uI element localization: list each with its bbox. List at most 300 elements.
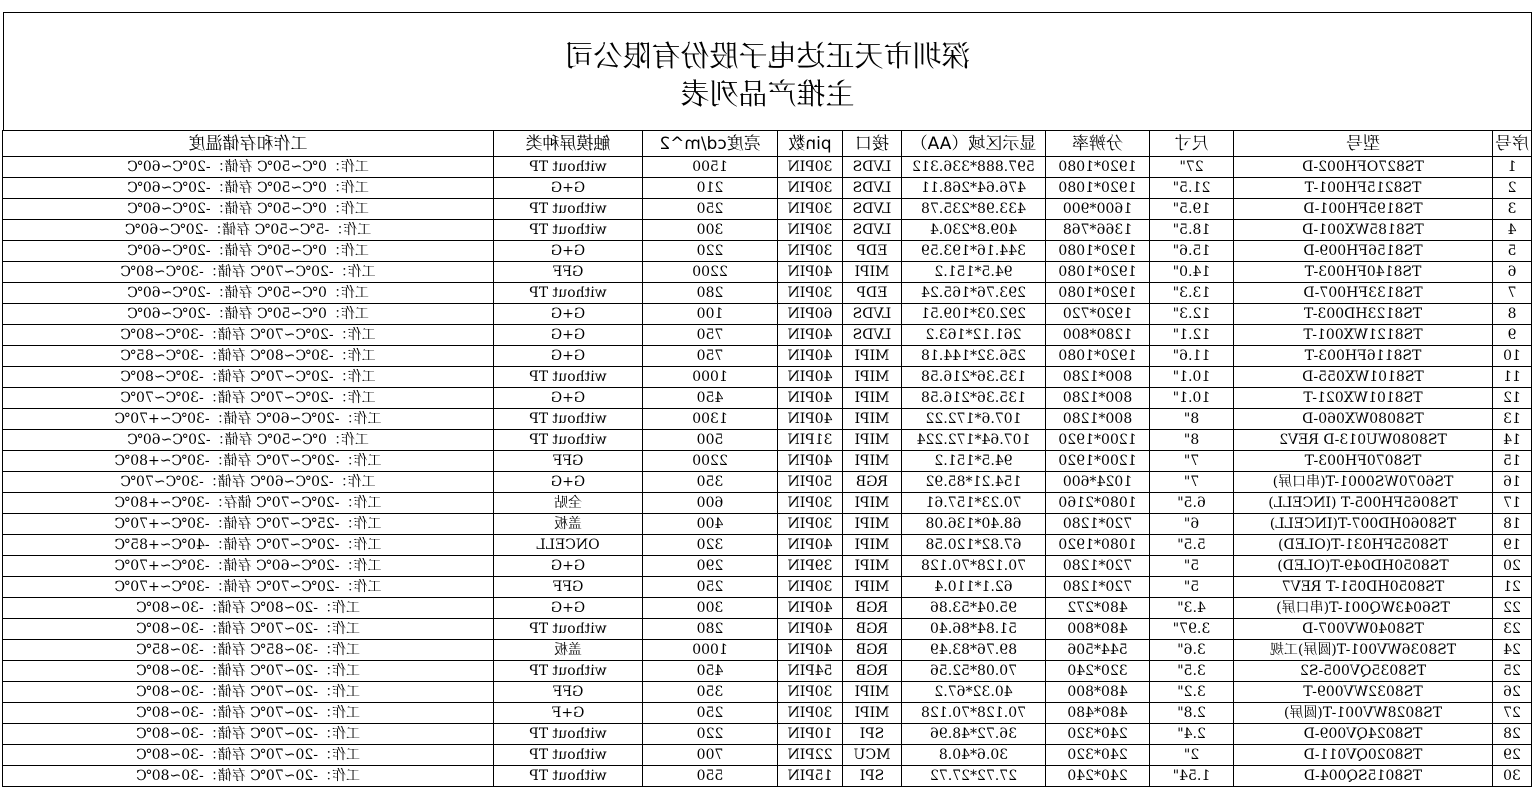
table-cell: MIPI: [843, 409, 902, 430]
table-cell: 盖板: [494, 640, 643, 661]
table-cell: 工作：-20~70℃ 存储：-30~80℃: [3, 619, 494, 640]
table-cell: 280: [643, 619, 778, 640]
table-cell: 100: [643, 304, 778, 325]
table-cell: 40PIN: [778, 451, 843, 472]
table-cell: TS8024QV009-D: [1234, 724, 1493, 745]
table-cell: TS8050HD049-T(OLED): [1234, 556, 1493, 577]
table-cell: 39PIN: [778, 556, 843, 577]
column-header: 显示区域（AA）: [902, 131, 1046, 157]
table-cell: LVDS: [843, 304, 902, 325]
table-cell: TS8050HD051-T REV7: [1234, 577, 1493, 598]
table-cell: 30PIN: [778, 682, 843, 703]
table-cell: 320*240: [1046, 661, 1150, 682]
table-row: [3, 535, 1532, 556]
table-cell: TS8195FH001-D: [1234, 199, 1493, 220]
table-cell: 7": [1150, 472, 1234, 493]
table-cell: MIPI: [843, 682, 902, 703]
table-cell: 22PIN: [778, 745, 843, 766]
table-cell: EDP: [843, 241, 902, 262]
table-cell: 40.32*67.2: [902, 682, 1046, 703]
table-cell: G+G: [494, 472, 643, 493]
table-cell: MIPI: [843, 514, 902, 535]
table-cell: 40PIN: [778, 640, 843, 661]
table-cell: 433.98*235.78: [902, 199, 1046, 220]
table-cell: 工作：-20~70℃ 存储：-30~80℃: [3, 682, 494, 703]
table-row: [3, 619, 1532, 640]
table-cell: TS8036WV001-T(圆屏)工规: [1234, 640, 1493, 661]
table-cell: without TP: [494, 745, 643, 766]
table-cell: 2": [1150, 745, 1234, 766]
table-cell: 40PIN: [778, 409, 843, 430]
table-cell: 12: [1493, 388, 1532, 409]
table-cell: 5: [1493, 241, 1532, 262]
table-cell: G+G: [494, 178, 643, 199]
table-cell: 4.3": [1150, 598, 1234, 619]
table-cell: 6": [1150, 514, 1234, 535]
table-cell: TS8101WX055-D: [1234, 367, 1493, 388]
table-cell: 1.54": [1150, 766, 1234, 787]
table-cell: 3.5": [1150, 661, 1234, 682]
table-cell: 1500: [643, 157, 778, 178]
table-cell: 16: [1493, 472, 1532, 493]
table-cell: TS8028WV001-T(圆屏): [1234, 703, 1493, 724]
table-cell: 240*240: [1046, 766, 1150, 787]
table-cell: 36.72*48.96: [902, 724, 1046, 745]
table-cell: 15PIN: [778, 766, 843, 787]
table-row: [3, 367, 1532, 388]
table-cell: 720*1280: [1046, 556, 1150, 577]
table-row: [3, 388, 1532, 409]
table-row: [3, 514, 1532, 535]
table-cell: GFF: [494, 451, 643, 472]
table-row: [3, 157, 1532, 178]
table-cell: 19.5": [1150, 199, 1234, 220]
table-cell: 19: [1493, 535, 1532, 556]
table-cell: 27: [1493, 703, 1532, 724]
table-cell: 8": [1150, 430, 1234, 451]
table-cell: 40PIN: [778, 346, 843, 367]
table-cell: TS8185WX001-D: [1234, 220, 1493, 241]
table-cell: 工作：0℃~50℃ 存储：-20℃~60℃: [3, 283, 494, 304]
table-cell: 15: [1493, 451, 1532, 472]
table-cell: 51.84*86.40: [902, 619, 1046, 640]
table-cell: 6.5": [1150, 493, 1234, 514]
table-cell: RGB: [843, 472, 902, 493]
table-cell: 全贴: [494, 493, 643, 514]
table-cell: 工作：-30~85℃ 存储：-30~85℃: [3, 640, 494, 661]
table-cell: RGB: [843, 640, 902, 661]
table-cell: 21.5": [1150, 178, 1234, 199]
table-cell: 480*272: [1046, 598, 1150, 619]
table-row: [3, 745, 1532, 766]
table-cell: 750: [643, 346, 778, 367]
table-cell: 工作：-20~70℃ 存储：-30~80℃: [3, 766, 494, 787]
table-cell: TS8116FH003-T: [1234, 346, 1493, 367]
table-cell: MIPI: [843, 577, 902, 598]
table-title: 主推产品列表: [680, 77, 855, 111]
table-cell: 21: [1493, 577, 1532, 598]
table-cell: 409.8*230.4: [902, 220, 1046, 241]
table-cell: 盖板: [494, 514, 643, 535]
table-cell: 220: [643, 724, 778, 745]
table-cell: 800*1280: [1046, 367, 1150, 388]
table-cell: without TP: [494, 409, 643, 430]
table-cell: TS8133FH007-D: [1234, 283, 1493, 304]
table-cell: 7": [1150, 451, 1234, 472]
table-cell: 27.72*27.72: [902, 766, 1046, 787]
table-cell: 30PIN: [778, 199, 843, 220]
table-cell: 89.76*83.49: [902, 640, 1046, 661]
table-cell: 62.1*110.4: [902, 577, 1046, 598]
table-cell: 30PIN: [778, 241, 843, 262]
table-cell: 18.5": [1150, 220, 1234, 241]
table-cell: 50PIN: [778, 472, 843, 493]
table-cell: 40PIN: [778, 535, 843, 556]
table-row: [3, 178, 1532, 199]
table-cell: 30PIN: [778, 577, 843, 598]
table-cell: 10PIN: [778, 724, 843, 745]
table-cell: 工作：-20~80℃ 存储：-30~80℃: [3, 598, 494, 619]
table-cell: 30.6*40.8: [902, 745, 1046, 766]
table-cell: 30: [1493, 766, 1532, 787]
table-cell: 480*480: [1046, 703, 1150, 724]
table-cell: 24: [1493, 640, 1532, 661]
table-cell: TS8070FH003-T: [1234, 451, 1493, 472]
table-cell: 工作：-20℃~70℃ 存储：-30℃~80℃: [3, 325, 494, 346]
table-cell: 280: [643, 283, 778, 304]
table-cell: 1000: [643, 367, 778, 388]
table-cell: 12.3": [1150, 304, 1234, 325]
table-cell: MIPI: [843, 556, 902, 577]
table-cell: 5": [1150, 556, 1234, 577]
table-cell: 工作：-20~70℃ 存储：-30~80℃: [3, 745, 494, 766]
table-cell: 1200*1920: [1046, 451, 1150, 472]
table-cell: without TP: [494, 220, 643, 241]
table-cell: without TP: [494, 661, 643, 682]
table-cell: 1920*1080: [1046, 262, 1150, 283]
table-cell: MIPI: [843, 346, 902, 367]
table-cell: 工作：-20℃~60℃ 存储：-30℃~+70℃: [3, 409, 494, 430]
table-cell: TS8020QV011-D: [1234, 745, 1493, 766]
table-cell: 工作：-20~70℃ 存储：-30~80℃: [3, 724, 494, 745]
table-cell: 工作：-20℃~70℃ 存储：-30℃~80℃: [3, 367, 494, 388]
table-cell: 2: [1493, 178, 1532, 199]
table-row: [3, 241, 1532, 262]
table-row: [3, 472, 1532, 493]
table-cell: 1600*900: [1046, 199, 1150, 220]
table-row: [3, 430, 1532, 451]
table-cell: 工作：-20~70℃ 存储：-30~80℃: [3, 703, 494, 724]
table-cell: 720*1280: [1046, 514, 1150, 535]
table-cell: 11: [1493, 367, 1532, 388]
table-cell: 240*320: [1046, 745, 1150, 766]
table-cell: TS8055FH031-T(OLED): [1234, 535, 1493, 556]
table-cell: MIPI: [843, 430, 902, 451]
table-cell: 9: [1493, 325, 1532, 346]
table-cell: TS8015SQ004-D: [1234, 766, 1493, 787]
table-cell: 30PIN: [778, 703, 843, 724]
table-cell: TS8080WX060-D: [1234, 409, 1493, 430]
table-cell: 720*1280: [1046, 577, 1150, 598]
table-cell: 1280*800: [1046, 325, 1150, 346]
table-cell: without TP: [494, 157, 643, 178]
table-cell: 工作：-25℃~70℃ 存储：-30℃~+70℃: [3, 514, 494, 535]
column-header: 尺寸: [1150, 131, 1234, 157]
table-cell: 28: [1493, 724, 1532, 745]
table-cell: 工作：-20~70℃ 存储：-30~80℃: [3, 661, 494, 682]
table-cell: 10.1": [1150, 388, 1234, 409]
table-cell: 27": [1150, 157, 1234, 178]
table-cell: 40PIN: [778, 367, 843, 388]
table-cell: 1024*600: [1046, 472, 1150, 493]
table-row: [3, 640, 1532, 661]
table-cell: 1920*1080: [1046, 157, 1150, 178]
table-cell: 2200: [643, 451, 778, 472]
table-cell: without TP: [494, 724, 643, 745]
table-cell: 工作：-30℃~80℃ 存储：-30℃~85℃: [3, 346, 494, 367]
table-cell: GFF: [494, 262, 643, 283]
table-cell: 22: [1493, 598, 1532, 619]
table-cell: G+G: [494, 241, 643, 262]
table-cell: 544*506: [1046, 640, 1150, 661]
table-cell: 135.36*216.58: [902, 388, 1046, 409]
table-cell: 工作：-20℃~70℃ 储存：-30℃~+80℃: [3, 493, 494, 514]
table-cell: 67.82*120.58: [902, 535, 1046, 556]
table-cell: 8: [1493, 304, 1532, 325]
table-cell: G+G: [494, 325, 643, 346]
table-cell: 工作：-20℃~70℃ 存储：-30℃~70℃: [3, 388, 494, 409]
table-cell: 30PIN: [778, 157, 843, 178]
table-cell: LVDS: [843, 157, 902, 178]
table-cell: TS8123HD003-T: [1234, 304, 1493, 325]
table-cell: 95.04*53.86: [902, 598, 1046, 619]
table-cell: 1920*1080: [1046, 346, 1150, 367]
table-row: [3, 409, 1532, 430]
table-cell: TS827OFH002-D: [1234, 157, 1493, 178]
table-cell: 13: [1493, 409, 1532, 430]
table-cell: 工作：-20℃~60℃ 存储：-30℃~70℃: [3, 472, 494, 493]
table-cell: without TP: [494, 766, 643, 787]
table-cell: 70.08*52.56: [902, 661, 1046, 682]
table-row: [3, 556, 1532, 577]
table-row: [3, 724, 1532, 745]
table-cell: 12.1": [1150, 325, 1234, 346]
table-cell: TS8215FH001-T: [1234, 178, 1493, 199]
table-cell: 1200*1920: [1046, 430, 1150, 451]
table-cell: MIPI: [843, 367, 902, 388]
table-cell: 2200: [643, 262, 778, 283]
table-cell: 30PIN: [778, 220, 843, 241]
table-cell: 300: [643, 598, 778, 619]
table-cell: G+G: [494, 598, 643, 619]
table-cell: 工作：-20℃~70℃ 存储：-40℃~+85℃: [3, 535, 494, 556]
table-body: [3, 157, 1532, 787]
table-cell: TS6070WS0001-T(串口屏): [1234, 472, 1493, 493]
table-cell: 1080*1920: [1046, 535, 1150, 556]
table-cell: 30PIN: [778, 493, 843, 514]
table-cell: 70.128*70.128: [902, 703, 1046, 724]
table-cell: 1366*768: [1046, 220, 1150, 241]
table-cell: 250: [643, 703, 778, 724]
table-cell: 工作：-5℃~50℃ 存储：-20℃~60℃: [3, 220, 494, 241]
table-cell: TS8035QV005-S2: [1234, 661, 1493, 682]
table-cell: 1920*720: [1046, 304, 1150, 325]
table-cell: 11.6": [1150, 346, 1234, 367]
table-cell: 292.03*109.51: [902, 304, 1046, 325]
column-header: 分辨率: [1046, 131, 1150, 157]
table-cell: 8": [1150, 409, 1234, 430]
table-cell: 135.36*216.58: [902, 367, 1046, 388]
table-cell: 54PIN: [778, 661, 843, 682]
table-cell: 500: [643, 430, 778, 451]
table-row: [3, 304, 1532, 325]
table-cell: 30PIN: [778, 178, 843, 199]
table-row: [3, 325, 1532, 346]
table-cell: 30PIN: [778, 514, 843, 535]
table-cell: TS8040WV007-D: [1234, 619, 1493, 640]
table-cell: 1000: [643, 640, 778, 661]
table-cell: 320: [643, 535, 778, 556]
product-table: [2, 130, 1532, 787]
table-cell: 480*800: [1046, 619, 1150, 640]
table-cell: TS8065FH005-T (INCELL): [1234, 493, 1493, 514]
table-cell: 70.23*157.61: [902, 493, 1046, 514]
table-cell: 工作：0℃~50℃ 存储：-20℃~60℃: [3, 304, 494, 325]
table-cell: 256.32*144.18: [902, 346, 1046, 367]
table-cell: 20: [1493, 556, 1532, 577]
table-cell: G+F: [494, 703, 643, 724]
table-cell: 40PIN: [778, 619, 843, 640]
table-cell: 700: [643, 745, 778, 766]
table-cell: 344.16*193.59: [902, 241, 1046, 262]
table-cell: TS8060HD007-T(INCELL): [1234, 514, 1493, 535]
table-cell: TS8032WV009-T: [1234, 682, 1493, 703]
table-row: [3, 451, 1532, 472]
table-cell: 800*1280: [1046, 388, 1150, 409]
table-cell: 40PIN: [778, 598, 843, 619]
table-row: [3, 262, 1532, 283]
table-cell: 30PIN: [778, 283, 843, 304]
table-row: [3, 703, 1532, 724]
table-cell: MIPI: [843, 451, 902, 472]
table-cell: 工作：0℃~50℃ 存储：-20℃~60℃: [3, 199, 494, 220]
table-header-row: [3, 131, 1532, 157]
table-cell: 3.6": [1150, 640, 1234, 661]
table-row: [3, 766, 1532, 787]
table-cell: G+G: [494, 346, 643, 367]
table-cell: 3.2": [1150, 682, 1234, 703]
table-cell: EDP: [843, 283, 902, 304]
column-header: 亮度cd/m^2: [643, 131, 778, 157]
table-cell: 5": [1150, 577, 1234, 598]
table-cell: 293.76*165.24: [902, 283, 1046, 304]
table-cell: 261.12*163.2: [902, 325, 1046, 346]
table-cell: 工作：-20℃~70℃ 存储：-30℃~+80℃: [3, 451, 494, 472]
table-cell: 25: [1493, 661, 1532, 682]
table-cell: 107.6*172.22: [902, 409, 1046, 430]
table-cell: 23: [1493, 619, 1532, 640]
table-cell: RGB: [843, 619, 902, 640]
table-cell: SPI: [843, 766, 902, 787]
table-cell: 31PIN: [778, 430, 843, 451]
table-row: [3, 346, 1532, 367]
table-cell: 40PIN: [778, 388, 843, 409]
table-cell: LVDS: [843, 199, 902, 220]
table-cell: 18: [1493, 514, 1532, 535]
table-cell: G+G: [494, 388, 643, 409]
table-cell: 14.0": [1150, 262, 1234, 283]
title-box: [3, 12, 1532, 130]
table-cell: 29: [1493, 745, 1532, 766]
table-cell: 250: [643, 199, 778, 220]
table-cell: 1080*2160: [1046, 493, 1150, 514]
table-cell: LVDS: [843, 325, 902, 346]
column-header: 触摸屏种类: [494, 131, 643, 157]
column-header: pin数: [778, 131, 843, 157]
table-cell: 10: [1493, 346, 1532, 367]
table-cell: 220: [643, 241, 778, 262]
table-cell: 1: [1493, 157, 1532, 178]
table-cell: 5.5": [1150, 535, 1234, 556]
table-cell: 94.5*151.2: [902, 262, 1046, 283]
table-cell: 107.64*172.224: [902, 430, 1046, 451]
table-cell: 工作：0℃~50℃ 存储：-20℃~60℃: [3, 241, 494, 262]
table-row: [3, 283, 1532, 304]
table-cell: 68.40*136.08: [902, 514, 1046, 535]
table-cell: without TP: [494, 199, 643, 220]
table-cell: 26: [1493, 682, 1532, 703]
table-cell: MIPI: [843, 535, 902, 556]
table-cell: SPI: [843, 724, 902, 745]
table-cell: GFF: [494, 577, 643, 598]
table-cell: 1920*1080: [1046, 283, 1150, 304]
table-cell: MIPI: [843, 703, 902, 724]
table-cell: 60PIN: [778, 304, 843, 325]
table-cell: 工作：-20℃~70℃ 存储：-30℃~+70℃: [3, 577, 494, 598]
table-row: [3, 598, 1532, 619]
table-cell: 工作：0℃~50℃ 存储：-20℃~60℃: [3, 178, 494, 199]
table-cell: ONCELL: [494, 535, 643, 556]
table-cell: 3.97": [1150, 619, 1234, 640]
table-cell: 4: [1493, 220, 1532, 241]
table-cell: 350: [643, 472, 778, 493]
table-cell: 154.21*85.92: [902, 472, 1046, 493]
table-cell: RGB: [843, 598, 902, 619]
table-row: [3, 682, 1532, 703]
table-cell: LVDS: [843, 178, 902, 199]
table-cell: MIPI: [843, 493, 902, 514]
table-cell: 工作：-20℃~70℃ 存储：-30℃~80℃: [3, 262, 494, 283]
table-cell: 工作：0℃~50℃ 存储：-20℃~60℃: [3, 157, 494, 178]
table-cell: 7: [1493, 283, 1532, 304]
table-cell: 3: [1493, 199, 1532, 220]
table-cell: 13.3": [1150, 283, 1234, 304]
table-cell: 550: [643, 766, 778, 787]
table-cell: 14: [1493, 430, 1532, 451]
table-cell: 350: [643, 682, 778, 703]
column-header: 接口: [843, 131, 902, 157]
table-cell: TS8080WU013-D REV2: [1234, 430, 1493, 451]
table-cell: 40PIN: [778, 325, 843, 346]
table-cell: 300: [643, 220, 778, 241]
table-row: [3, 661, 1532, 682]
table-cell: TS6043WQ001-T(串口屏): [1234, 598, 1493, 619]
table-cell: TS8121WX001-T: [1234, 325, 1493, 346]
company-title: 深圳市天正达电子股份有限公司: [564, 39, 971, 73]
table-cell: 210: [643, 178, 778, 199]
table-cell: G+G: [494, 304, 643, 325]
table-cell: without TP: [494, 283, 643, 304]
